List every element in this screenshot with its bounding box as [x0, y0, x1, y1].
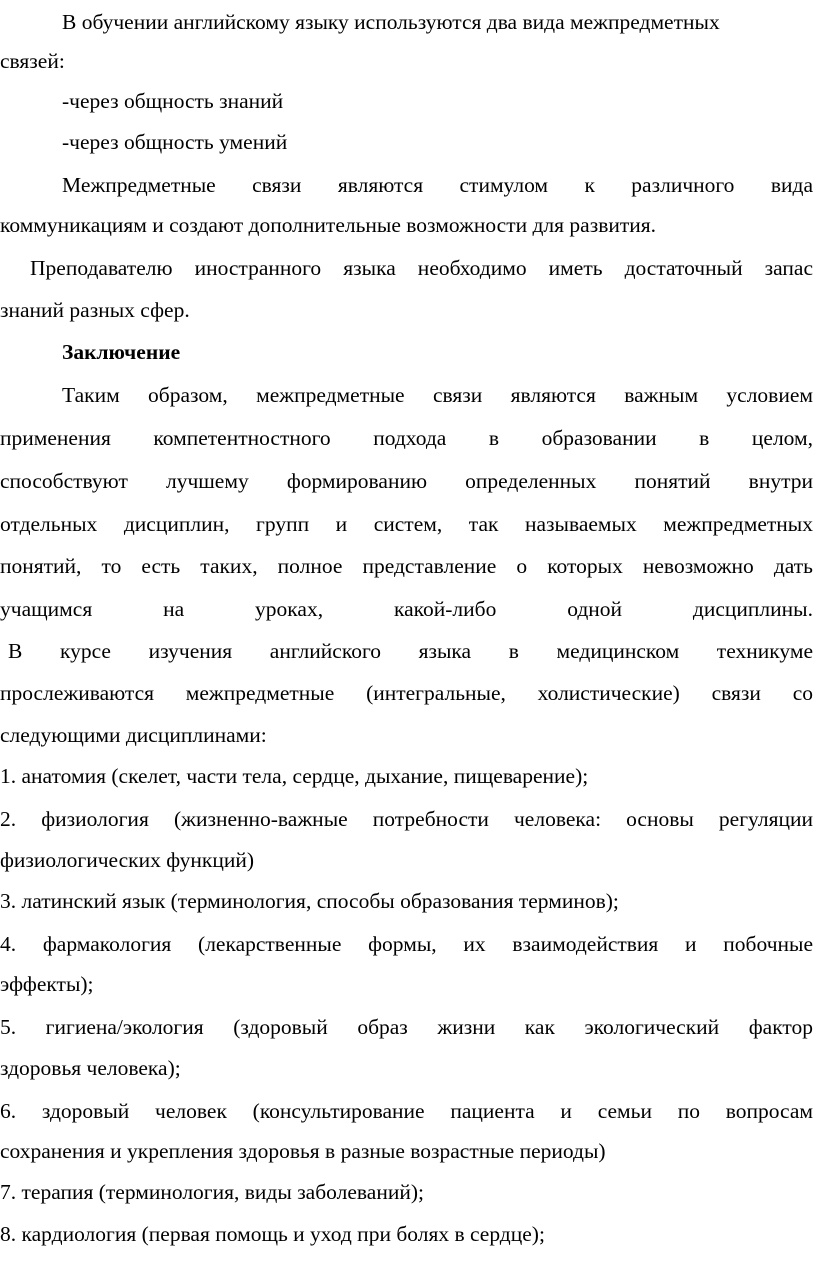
list-item: 2. физиология (жизненно-важные потребности человека: основы регуляции — [0, 807, 813, 831]
list-item-continuation: эффекты); — [0, 972, 94, 996]
list-item: 6. здоровый человек (консультирование пациента и семьи по вопросам — [0, 1099, 813, 1123]
text-line: Таким образом, межпредметные связи являются важным условием — [62, 383, 813, 407]
text-line: прослеживаются межпредметные (интегральные, холистические) связи со — [0, 681, 813, 705]
text-line: В курсе изучения английского языка в медицинском техникуме — [8, 639, 813, 663]
list-item: 1. анатомия (скелет, части тела, сердце, дыхание, пищеварение); — [0, 764, 589, 788]
section-heading: Заключение — [62, 340, 181, 364]
list-item-continuation: физиологических функций) — [0, 848, 254, 872]
list-item: 3. латинский язык (терминология, способы образования терминов); — [0, 889, 619, 913]
text-line: коммуникациям и создают дополнительные возможности для развития. — [0, 213, 657, 237]
text-line: В обучении английскому языку используются два вида межпредметных — [62, 10, 720, 34]
text-line: знаний разных сфер. — [0, 298, 190, 322]
text-line: следующими дисциплинами: — [0, 723, 267, 747]
text-line: Преподавателю иностранного языка необходимо иметь достаточный запас — [30, 256, 813, 280]
list-item: 7. терапия (терминология, виды заболеваний); — [0, 1180, 424, 1204]
text-line: отдельных дисциплин, групп и систем, так называемых межпредметных — [0, 512, 813, 536]
text-line: применения компетентностного подхода в образовании в целом, — [0, 426, 813, 450]
list-item: 8. кардиология (первая помощь и уход при болях в сердце); — [0, 1222, 545, 1246]
text-line: способствуют лучшему формированию определенных понятий внутри — [0, 469, 813, 493]
list-item-continuation: здоровья человека); — [0, 1056, 181, 1080]
text-line: понятий, то есть таких, полное представление о которых невозможно дать — [0, 554, 813, 578]
list-item: 5. гигиена/экология (здоровый образ жизни как экологический фактор — [0, 1015, 813, 1039]
text-line: -через общность знаний — [62, 89, 284, 113]
text-line: учащимся на уроках, какой-либо одной дисциплины. — [0, 597, 813, 621]
list-item: 4. фармакология (лекарственные формы, их взаимодействия и побочные — [0, 932, 813, 956]
text-line: связей: — [0, 49, 65, 73]
list-item-continuation: сохранения и укрепления здоровья в разные возрастные периоды) — [0, 1139, 606, 1163]
text-line: Межпредметные связи являются стимулом к различного вида — [62, 173, 813, 197]
text-line: -через общность умений — [62, 130, 288, 154]
